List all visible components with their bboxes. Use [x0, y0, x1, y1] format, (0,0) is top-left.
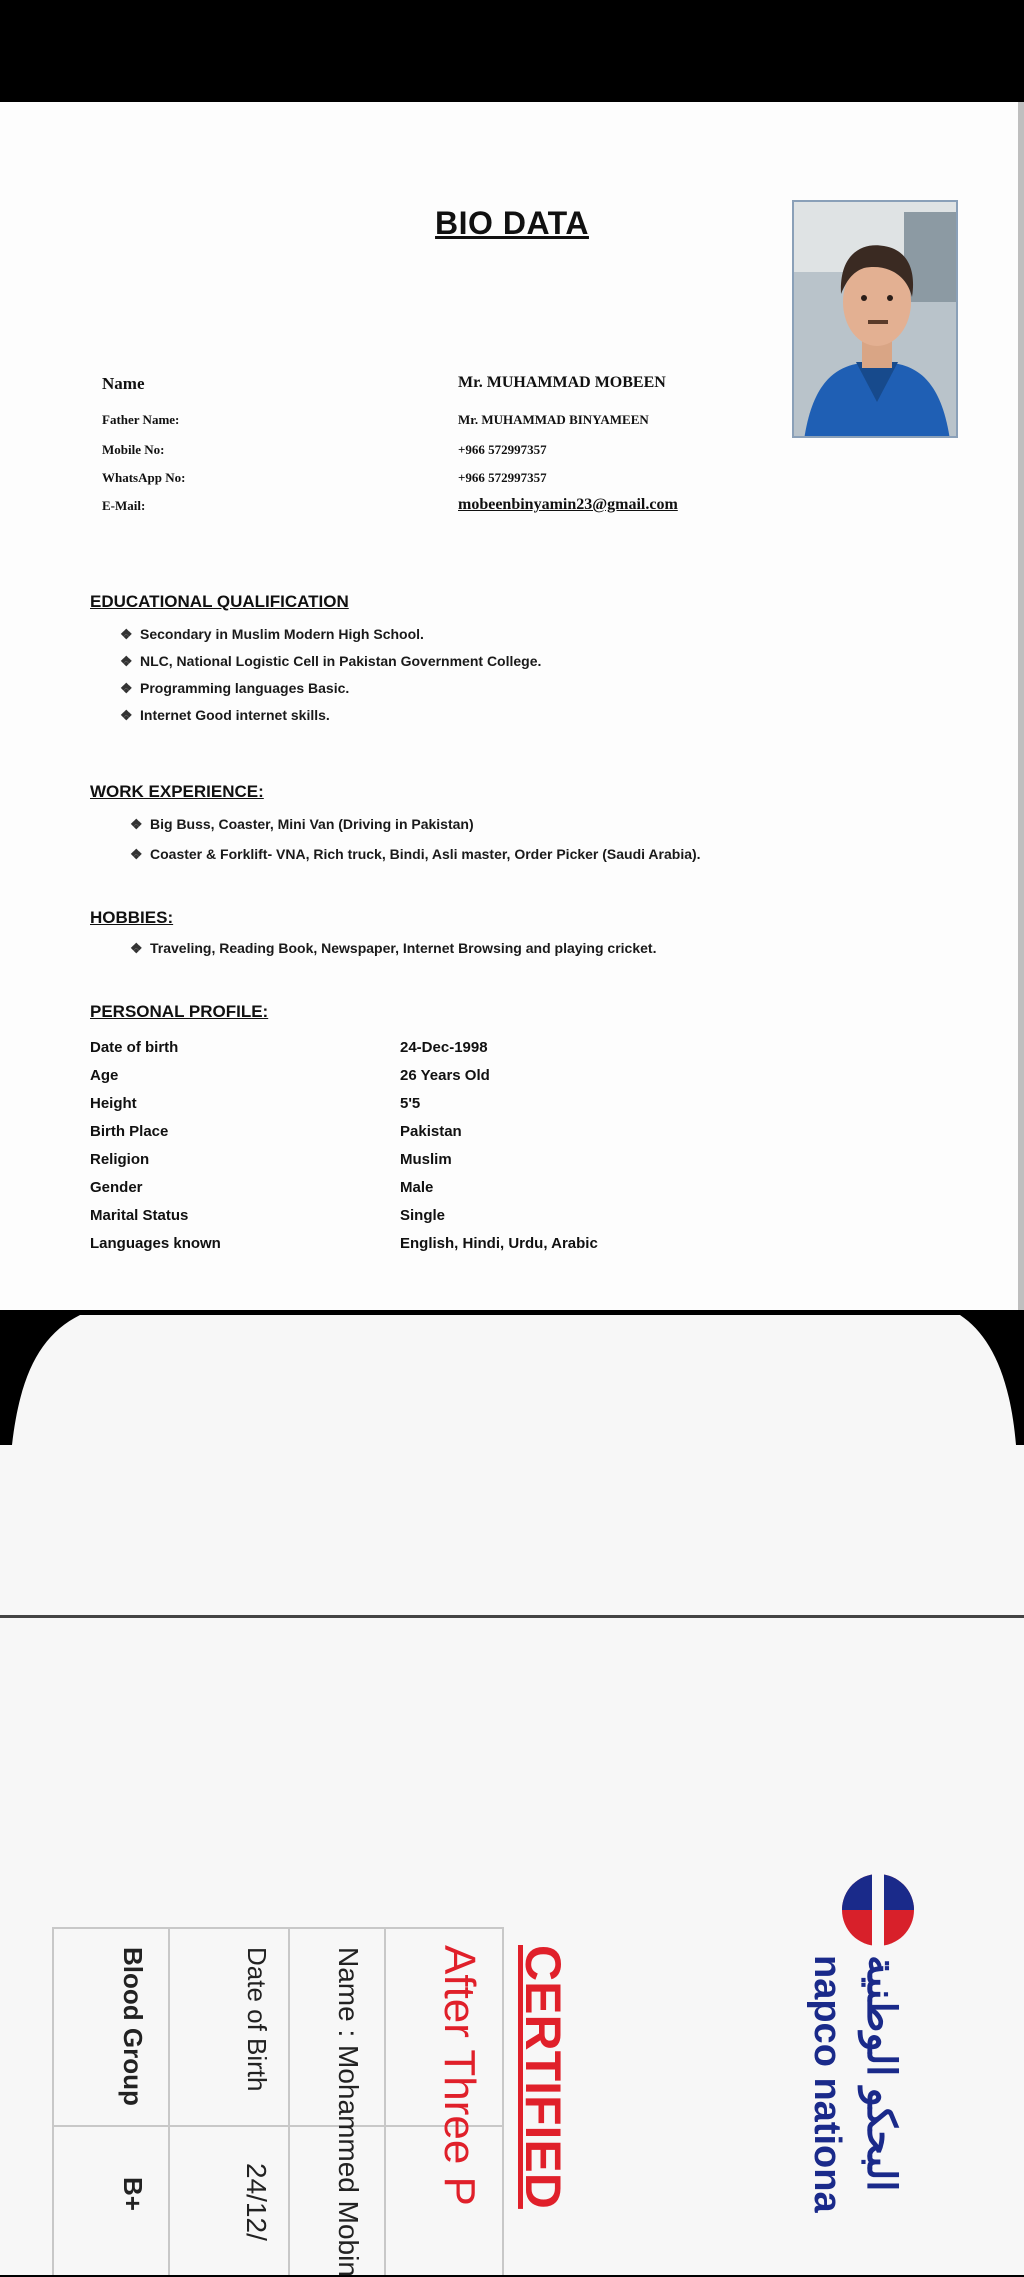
table-border — [168, 1927, 170, 2275]
dob-value: 24/12/ — [241, 2163, 272, 2241]
profile-label: Height — [90, 1095, 137, 1112]
profile-label: Gender — [90, 1179, 143, 1196]
profile-label: Date of birth — [90, 1039, 179, 1056]
table-border — [288, 1927, 290, 2275]
card-corners — [0, 1315, 1024, 1445]
profile-value: 5'5 — [400, 1095, 421, 1112]
profile-photo-image — [794, 202, 958, 438]
diamond-bullet-icon: ❖ — [120, 626, 133, 642]
profile-value: English, Hindi, Urdu, Arabic — [400, 1235, 598, 1252]
page-title: BIO DATA — [435, 205, 589, 241]
logo-arabic-text: البحكو الوطنية — [859, 1955, 903, 2192]
name-label: Name — [102, 374, 145, 393]
list-item: ❖ Coaster & Forklift- VNA, Rich truck, Bindi, Asli master, Order Picker (Saudi Arabia). — [130, 846, 701, 862]
dob-label: Date of Birth — [242, 1947, 272, 2092]
profile-value: Pakistan — [400, 1123, 462, 1140]
profile-heading: PERSONAL PROFILE: — [90, 1002, 269, 1021]
name-value: Mr. MUHAMMAD MOBEEN — [458, 374, 666, 391]
diamond-bullet-icon: ❖ — [130, 816, 143, 832]
diamond-bullet-icon: ❖ — [120, 680, 133, 696]
certificate-card — [0, 1315, 1024, 2275]
whatsapp-label: WhatsApp No: — [102, 470, 186, 485]
profile-value: Single — [400, 1207, 446, 1224]
list-item: ❖ Programming languages Basic. — [120, 680, 350, 696]
bio-data-page — [0, 102, 1024, 1310]
profile-label: Religion — [90, 1151, 150, 1168]
blood-group-label: Blood Group — [118, 1947, 148, 2106]
father-name-value: Mr. MUHAMMAD BINYAMEEN — [458, 412, 649, 427]
email-label: E-Mail: — [102, 498, 146, 513]
mobile-label: Mobile No: — [102, 442, 165, 457]
list-item: ❖ Traveling, Reading Book, Newspaper, Internet Browsing and playing cricket. — [130, 940, 657, 956]
profile-label: Marital Status — [90, 1207, 189, 1224]
holder-name: Name : Mohammed Mobin — [333, 1947, 364, 2277]
profile-value: Muslim — [400, 1151, 452, 1168]
list-item: ❖ Internet Good internet skills. — [120, 707, 330, 723]
page-edge — [1018, 102, 1024, 1310]
table-border — [384, 1927, 386, 2275]
card-divider — [0, 1615, 1024, 1618]
logo-english-text: napco nationa — [806, 1955, 848, 2213]
napco-logo-icon — [838, 1870, 918, 1950]
profile-label: Age — [90, 1067, 119, 1084]
list-item: ❖ Big Buss, Coaster, Mini Van (Driving in Pakistan) — [130, 816, 474, 832]
profile-label: Languages known — [90, 1235, 221, 1252]
whatsapp-value: +966 572997357 — [458, 470, 547, 485]
profile-value: 24-Dec-1998 — [400, 1039, 488, 1056]
work-heading: WORK EXPERIENCE: — [90, 782, 264, 801]
education-heading: EDUCATIONAL QUALIFICATION — [90, 592, 349, 611]
profile-photo — [792, 200, 958, 438]
diamond-bullet-icon: ❖ — [130, 940, 143, 956]
diamond-bullet-icon: ❖ — [120, 707, 133, 723]
profile-value: Male — [400, 1179, 434, 1196]
diamond-bullet-icon: ❖ — [130, 846, 143, 862]
diamond-bullet-icon: ❖ — [120, 653, 133, 669]
profile-value: 26 Years Old — [400, 1067, 490, 1084]
list-item: ❖ NLC, National Logistic Cell in Pakistan Government College. — [120, 653, 542, 669]
father-name-label: Father Name: — [102, 412, 180, 427]
table-border — [502, 1927, 504, 2275]
email-link[interactable]: mobeenbinyamin23@gmail.com — [458, 496, 678, 513]
list-item: ❖ Secondary in Muslim Modern High School. — [120, 626, 424, 642]
hobbies-heading: HOBBIES: — [90, 908, 174, 927]
mobile-value: +966 572997357 — [458, 442, 547, 457]
profile-label: Birth Place — [90, 1123, 169, 1140]
blood-group-value: B+ — [118, 2177, 148, 2211]
table-border — [52, 1927, 54, 2275]
certified-heading: CERTIFIED — [515, 1945, 571, 2209]
after-three-text: After Three P — [435, 1945, 484, 2206]
table-border — [52, 1927, 502, 1929]
